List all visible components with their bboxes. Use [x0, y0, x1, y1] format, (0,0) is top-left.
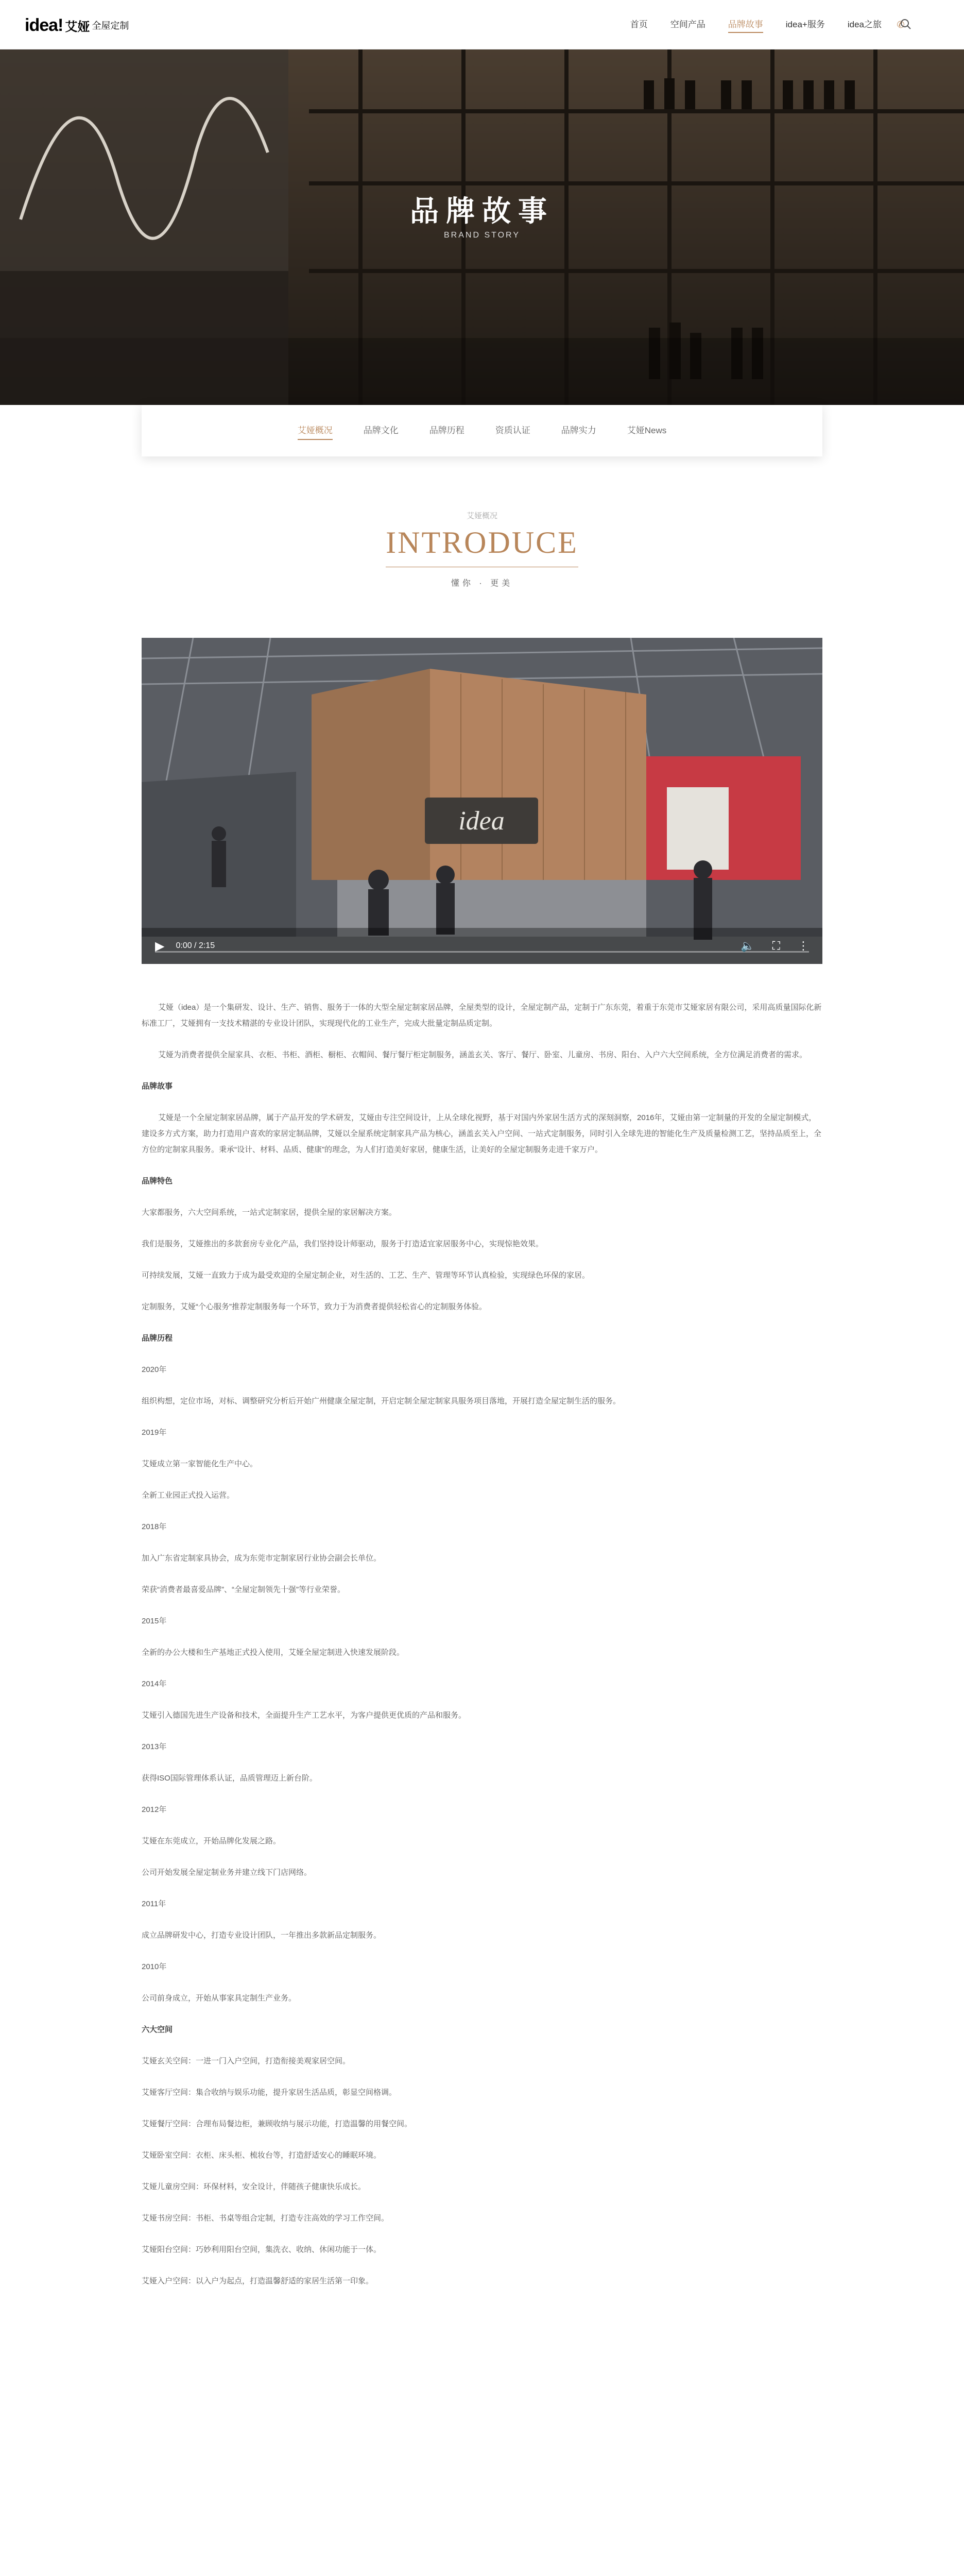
intro-slogan: 懂你 · 更美	[451, 579, 513, 588]
nav-service[interactable]: idea+服务	[785, 20, 825, 29]
site-logo[interactable]	[25, 12, 129, 38]
timeline-item: 公司开始发展全屋定制业务并建立线下门店网络。	[142, 1868, 312, 1877]
article-paragraph: 艾娅为消费者提供全屋家具、衣柜、书柜、酒柜、橱柜、衣帽间、餐厅餐厅柜定制服务，涵盖玄关、客厅、餐厅、卧室、儿童房、书房、阳台、入户六大空间系统，全方位满足消费者的需求。	[158, 1050, 807, 1059]
timeline-item: 加入广东省定制家具协会，成为东莞市定制家居行业协会副会长单位。	[142, 1554, 382, 1563]
space-item: 艾娅卧室空间：衣柜、床头柜、梳妆台等，打造舒适安心的睡眠环境。	[142, 2151, 382, 2160]
timeline-item: 获得ISO国际管理体系认证，品质管理迈上新台阶。	[142, 1774, 317, 1783]
timeline-year: 2018年	[142, 1522, 167, 1531]
space-item: 艾娅餐厅空间：合理布局餐边柜，兼顾收纳与展示功能，打造温馨的用餐空间。	[142, 2120, 412, 2128]
article-paragraph: 我们是服务，艾娅推出的多款套房专业化产品，我们坚持设计师驱动，服务于打造适宜家居服务中心，实现惊艳效果。	[142, 1240, 544, 1248]
main-nav	[619, 0, 908, 49]
phone-icon[interactable]: ✆	[897, 20, 905, 30]
space-item: 艾娅客厅空间：集合收纳与娱乐功能，提升家居生活品质，彰显空间格调。	[142, 2088, 397, 2097]
video-controls	[142, 928, 822, 964]
intro-heading	[0, 510, 964, 588]
timeline-item: 艾娅在东莞成立，开始品牌化发展之路。	[142, 1837, 281, 1845]
timeline-item: 全新工业园正式投入运营。	[142, 1491, 235, 1500]
nav-home[interactable]: 首页	[630, 20, 648, 29]
timeline-item: 艾娅引入德国先进生产设备和技术，全面提升生产工艺水平，为客户提供更优质的产品和服务。	[142, 1711, 467, 1720]
logo-cn: 艾娅	[65, 19, 90, 34]
timeline-year: 2013年	[142, 1742, 167, 1751]
space-item: 艾娅玄关空间：一进一门入户空间，打造衔接美观家居空间。	[142, 2057, 351, 2065]
article-paragraph: 可持续发展，艾娅一直致力于成为最受欢迎的全屋定制企业，对生活的、工艺、生产、管理等环节认真检验，实现绿色环保的家居。	[142, 1271, 590, 1280]
video-frame	[142, 638, 822, 964]
tab-certification[interactable]: 资质认证	[495, 426, 530, 435]
article-subheading: 品牌历程	[142, 1334, 173, 1343]
tab-strength[interactable]: 品牌实力	[561, 426, 596, 435]
booth-sign-text: idea	[458, 806, 505, 836]
logo-cn-sub: 全屋定制	[92, 21, 129, 31]
space-item: 艾娅儿童房空间：环保材料，安全设计，伴随孩子健康快乐成长。	[142, 2182, 366, 2191]
article-paragraph: 大家都服务，六大空间系统，一站式定制家居，提供全屋的家居解决方案。	[142, 1208, 397, 1217]
article-paragraph: 艾娅（idea）是一个集研发、设计、生产、销售、服务于一体的大型全屋定制家居品牌，全屋类型的设计，全屋定制产品，定制于广东东莞，着重于东莞市艾娅家居有限公司，采用高质量国际化新标准工厂，艾娅拥有一支技术精湛的专业设计团队，实现现代化的工业生产，完成大批量定制品质定制。	[142, 1003, 822, 1028]
nav-journey[interactable]: idea之旅	[847, 20, 882, 29]
timeline-item: 成立品牌研发中心，打造专业设计团队，一年推出多款新品定制服务。	[142, 1931, 382, 1940]
timeline-item: 艾娅成立第一家智能化生产中心。	[142, 1460, 258, 1468]
timeline-item: 公司前身成立，开始从事家具定制生产业务。	[142, 1994, 297, 2003]
timeline-year: 2014年	[142, 1680, 167, 1688]
section-tabs	[142, 405, 822, 456]
hero-banner	[0, 49, 964, 405]
site-header	[0, 0, 964, 49]
volume-icon[interactable]: 🔈	[741, 939, 755, 952]
timeline-year: 2020年	[142, 1365, 167, 1374]
tab-news[interactable]: 艾娅News	[627, 426, 667, 435]
space-item: 艾娅入户空间：以入户为起点，打造温馨舒适的家居生活第一印象。	[142, 2277, 374, 2285]
intro-big-title: INTRODUCE	[386, 525, 578, 567]
article-paragraph: 定制服务，艾娅“个心服务”推荐定制服务每一个环节，致力于为消费者提供轻松省心的定制服务体验。	[142, 1302, 487, 1311]
article-paragraph: 艾娅是一个全屋定制家居品牌，属于产品开发的学术研发，艾娅由专注空间设计，上从全球化视野，基于对国内外家居生活方式的深刻洞察，2016年，艾娅由第一定制量的开发的全屋定制模式，建设多方式方案，助力打造用户喜欢的家居定制品牌，艾娅以全屋系统定制家具产品为核心，涵盖玄关入户空间、一站式定制服务，同时引入全球先进的智能化生产及质量检测工艺，坚持品质至上，全方位的定制家具服务。秉承“设计、材料、品质、健康”的理念，为人们打造美好家居，健康生活，让美好的全屋定制服务走进千家万户。	[142, 1113, 822, 1154]
logo-wordmark: idea!	[25, 15, 63, 35]
timeline-year: 2010年	[142, 1962, 167, 1971]
banner-subtitle: BRAND STORY	[444, 231, 520, 240]
tab-overview[interactable]: 艾娅概况	[282, 405, 348, 456]
article-subheading: 品牌故事	[142, 1082, 173, 1091]
space-item: 艾娅阳台空间：巧妙利用阳台空间，集洗衣、收纳、休闲功能于一体。	[142, 2245, 382, 2254]
article-subheading: 品牌特色	[142, 1177, 173, 1185]
play-icon[interactable]: ▶	[155, 939, 165, 953]
timeline-item: 荣获“消费者最喜爱品牌”、“全屋定制领先十强”等行业荣誉。	[142, 1585, 345, 1594]
nav-products[interactable]: 空间产品	[670, 20, 705, 29]
timeline-year: 2019年	[142, 1428, 167, 1437]
fullscreen-icon[interactable]: ⛶	[772, 939, 780, 952]
article-subheading: 六大空间	[142, 2025, 173, 2034]
timeline-year: 2012年	[142, 1805, 167, 1814]
space-item: 艾娅书房空间：书柜、书桌等组合定制，打造专注高效的学习工作空间。	[142, 2214, 389, 2223]
intro-article	[142, 999, 822, 2304]
timeline-year: 2011年	[142, 1900, 166, 1908]
brand-video[interactable]	[142, 638, 822, 964]
timeline-year: 2015年	[142, 1617, 167, 1625]
banner-title: 品牌故事	[410, 195, 554, 228]
more-icon[interactable]: ⋮	[798, 939, 809, 952]
video-time: 0:00 / 2:15	[176, 941, 215, 950]
tab-history[interactable]: 品牌历程	[429, 426, 464, 435]
timeline-item: 组织构想，定位市场，对标、调整研究分析后开始广州健康全屋定制，开启定制全屋定制家具服务项目落地，开展打造全屋定制生活的服务。	[142, 1397, 621, 1405]
tab-culture[interactable]: 品牌文化	[363, 426, 399, 435]
intro-small-title: 艾娅概况	[466, 512, 497, 520]
nav-brand-story[interactable]: 品牌故事	[717, 0, 774, 49]
search-icon[interactable]	[899, 18, 913, 31]
timeline-item: 全新的办公大楼和生产基地正式投入使用，艾娅全屋定制进入快速发展阶段。	[142, 1648, 405, 1657]
